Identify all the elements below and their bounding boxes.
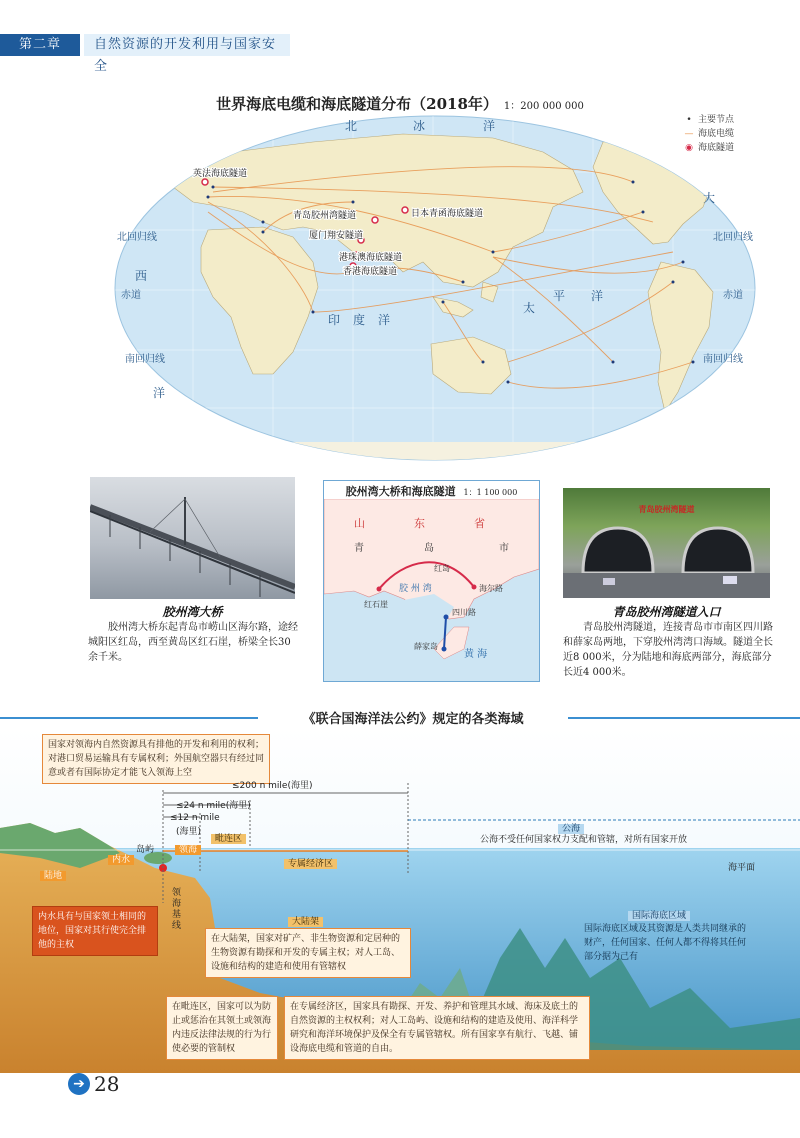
inset-label-hongdao: 红岛 <box>434 564 450 573</box>
cable-icon: — <box>684 129 694 139</box>
world-map-title <box>0 93 800 114</box>
label-south-ocean: 洋 <box>153 386 166 400</box>
tunnel-hzm <box>339 251 402 263</box>
label-internal-text: 内水 <box>108 855 134 865</box>
dist-24: ≤24 n mile(海里) <box>176 801 251 811</box>
tunnel-seikan <box>402 207 483 219</box>
label-tropic-s-left: 南回归线 <box>125 354 165 365</box>
map-pin-icon: ◉ <box>685 143 693 153</box>
dist-12a: ≤12 n mile <box>170 813 220 823</box>
jiaozhou-inset-map <box>323 480 540 682</box>
tunnel-xiamen <box>309 229 364 243</box>
legend-cable <box>680 127 760 141</box>
label-territorial-text: 领海 <box>175 845 201 855</box>
world-cable-map <box>113 112 758 462</box>
note-seabed-area: 国际海底区域及其资源是人类共同继承的财产，任何国家、任何人都不得将其任何部分据为己有 <box>584 924 747 962</box>
note-internal-waters: 内水具有与国家领土相同的地位，国家对其行使完全排他的主权 <box>32 906 158 956</box>
inset-label-dong: 东 <box>414 517 425 530</box>
label-high-seas-text: 公海 <box>558 824 584 834</box>
note-continental-shelf: 在大陆架，国家对矿产、非生物资源和定居种的生物资源有勘探和开发的专属主权；对人工岛、设施和结构的建造和使用有管辖权 <box>205 928 411 978</box>
law-section-title-text: 《联合国海洋法公约》规定的各类海域 <box>302 712 524 727</box>
tunnel-caption-text: 青岛胶州湾隧道，连接青岛市市南区四川路和薛家岛两地，下穿胶州湾湾口海域。隧道全长近8 000米，分为陆地和海底两部分，海底部分长近4 000米。 <box>563 622 773 678</box>
label-baseline <box>172 888 184 932</box>
bridge-photo <box>90 477 295 599</box>
note-territorial-sea: 国家对领海内自然资源具有排他的开发和利用的权利；对港口贸易运输具有专属权利；外国航空器只有经过同意或者有国际协定才能飞入领海上空 <box>42 734 270 784</box>
title-rule-right <box>568 717 800 719</box>
label-pacific-1: 太 <box>523 301 536 315</box>
dist-12b: (海里) <box>176 827 202 837</box>
tunnel-xiamen-label: 厦门翔安隧道 <box>309 231 364 241</box>
label-eez <box>284 856 337 869</box>
tunnel-photo <box>563 488 770 598</box>
world-map-title-text: 世界海底电缆和海底隧道分布（2018年） <box>216 95 498 113</box>
label-tropic-n-right: 北回归线 <box>713 232 753 243</box>
chapter-label: 第二章 <box>0 34 80 56</box>
label-pacific-2: 平 <box>553 289 566 303</box>
bridge-illustration <box>90 477 295 599</box>
map-legend <box>680 113 760 155</box>
label-area-text: 国际海底区域 <box>628 911 690 921</box>
inset-label-shan: 山 <box>354 517 365 530</box>
label-contiguous <box>211 831 246 844</box>
sea-zones-diagram <box>0 728 800 1073</box>
label-pacific-3: 洋 <box>591 289 604 303</box>
label-arctic-3: 洋 <box>483 119 496 133</box>
note-contiguous-zone: 在毗连区，国家可以为防止或惩治在其领土或领海内违反法律法规的行为行使必要的管制权 <box>166 996 278 1060</box>
inset-label-hongshiya: 红石崖 <box>364 600 388 609</box>
inset-label-jiaozhouwan: 胶 州 湾 <box>399 584 432 594</box>
label-land <box>40 868 66 881</box>
label-island: 岛屿 <box>136 845 155 855</box>
chapter-header <box>0 34 290 74</box>
chapter-title: 自然资源的开发利用与国家安全 <box>84 34 290 56</box>
inset-label-dao: 岛 <box>424 543 434 554</box>
label-tropic-n-left: 北回归线 <box>117 232 157 243</box>
law-section-title <box>0 708 800 726</box>
title-rule-left <box>0 717 258 719</box>
label-tropic-s-right: 南回归线 <box>703 354 743 365</box>
label-eez-text: 专属经济区 <box>284 859 337 869</box>
label-territorial <box>175 842 201 855</box>
inset-label-xuejiadao: 薛家岛 <box>414 642 438 651</box>
label-baseline-1: 领海 <box>172 888 182 909</box>
label-arctic-1: 北 <box>345 119 358 133</box>
high-seas-text: 公海不受任何国家权力支配和管辖，对所有国家开放 <box>480 835 688 845</box>
tunnel-caption-title: 青岛胶州湾隧道入口 <box>612 605 721 619</box>
label-atlantic-2: 西 <box>135 269 148 283</box>
label-area <box>628 908 690 921</box>
label-land-text: 陆地 <box>40 871 66 881</box>
label-equator-left: 赤道 <box>121 290 141 301</box>
land-antarctica <box>113 442 758 462</box>
tunnel-seikan-label: 日本青函海底隧道 <box>411 209 484 219</box>
tunnel-hzm-label: 港珠澳海底隧道 <box>339 253 403 263</box>
inset-label-sheng: 省 <box>474 517 485 530</box>
page-number-text: 28 <box>94 1072 120 1096</box>
label-shelf <box>288 914 323 927</box>
inset-label-shi: 市 <box>499 543 509 554</box>
label-shelf-text: 大陆架 <box>288 917 323 927</box>
label-atlantic-1: 大 <box>703 191 716 205</box>
label-arctic-2: 冰 <box>413 119 426 133</box>
legend-tunnel <box>680 141 760 155</box>
label-indian-2: 度 <box>353 313 366 327</box>
label-contiguous-text: 毗连区 <box>211 834 246 844</box>
world-map-scale: 1：200 000 000 <box>503 101 584 112</box>
inset-title <box>324 483 539 499</box>
label-sea-level: 海平面 <box>728 863 756 873</box>
node-icon: • <box>686 115 692 125</box>
legend-node <box>680 113 760 127</box>
bridge-caption-title: 胶州湾大桥 <box>162 605 223 619</box>
legend-node-label: 主要节点 <box>698 115 735 125</box>
label-equator-right: 赤道 <box>723 290 743 301</box>
inset-label-huanghai: 黄 海 <box>464 649 488 660</box>
legend-cable-label: 海底电缆 <box>698 129 735 139</box>
inset-label-sichuanlu: 四川路 <box>452 608 476 617</box>
tunnel-jiaozhou-label: 青岛胶州湾隧道 <box>293 211 357 221</box>
label-internal <box>108 852 134 865</box>
tunnel-hk-label: 香港海底隧道 <box>343 267 398 277</box>
label-indian-3: 洋 <box>378 313 391 327</box>
inset-map-drawing <box>324 499 539 681</box>
tunnel-sign: 青岛胶州湾隧道 <box>638 505 695 514</box>
inset-scale: 1：1 100 000 <box>463 488 518 497</box>
legend-tunnel-label: 海底隧道 <box>698 143 735 153</box>
dist-200: ≤200 n mile(海里) <box>232 781 313 791</box>
tunnel-eurotunnel-label: 英法海底隧道 <box>193 169 248 179</box>
note-eez: 在专属经济区，国家具有勘探、开发、养护和管理其水域、海床及底土的自然资源的主权权利；对人工岛屿、设施和结构的建造及使用、海洋科学研究和海洋环境保护及保全有专属管辖权。所有国家享有航行、飞越、铺设海底电缆和管道的自由。 <box>284 996 590 1060</box>
arrow-right-icon: ➔ <box>68 1073 90 1095</box>
page-number <box>68 1072 119 1096</box>
inset-title-text: 胶州湾大桥和海底隧道 <box>345 485 456 498</box>
label-indian-1: 印 <box>328 313 341 327</box>
inset-label-qing: 青 <box>354 543 364 554</box>
label-baseline-2: 基线 <box>172 910 182 931</box>
inset-label-haierlu: 海尔路 <box>479 584 503 593</box>
bridge-caption-text: 胶州湾大桥东起青岛市崂山区海尔路，途经城阳区红岛，西至黄岛区红石崖，桥梁全长30余千米。 <box>88 622 298 663</box>
